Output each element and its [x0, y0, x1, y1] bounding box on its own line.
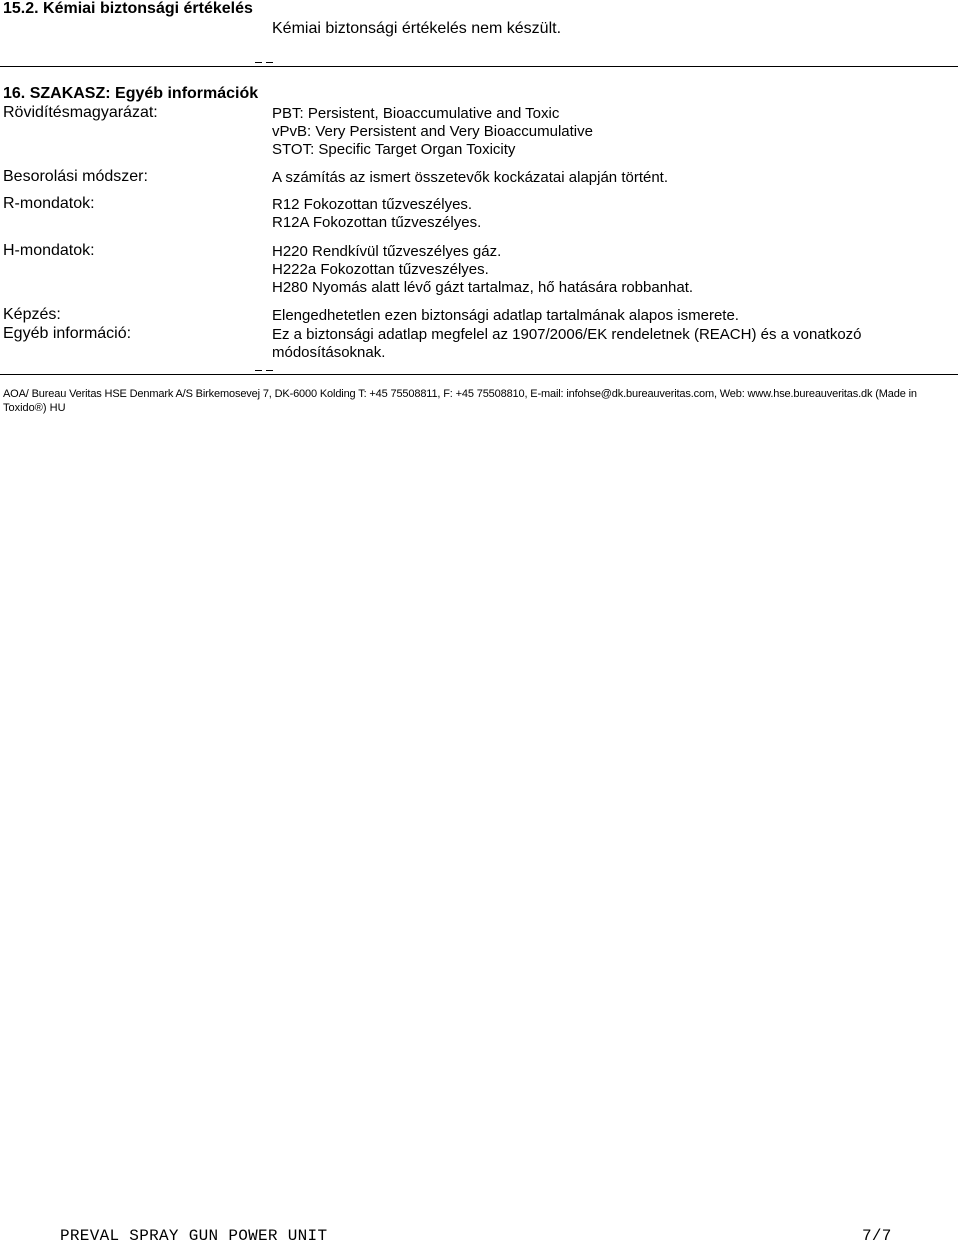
abbreviation-line: STOT: Specific Target Organ Toxicity	[272, 141, 516, 158]
section-15-2-heading: 15.2. Kémiai biztonsági értékelés	[3, 0, 253, 17]
section-separator	[0, 374, 958, 375]
other-info-label: Egyéb információ:	[3, 325, 132, 342]
separator-tick	[255, 370, 262, 371]
abbreviation-line: PBT: Persistent, Bioaccumulative and Toxic	[272, 105, 560, 122]
h-phrase-line: H222a Fokozottan tűzveszélyes.	[272, 261, 489, 278]
separator-tick	[266, 62, 273, 63]
footer-product-name: PREVAL SPRAY GUN POWER UNIT	[60, 1227, 328, 1245]
r-phrase-line: R12 Fokozottan tűzveszélyes.	[272, 196, 473, 213]
r-phrase-line: R12A Fokozottan tűzveszélyes.	[272, 214, 482, 231]
abbreviation-line: vPvB: Very Persistent and Very Bioaccumulative	[272, 123, 593, 140]
r-phrases-label: R-mondatok:	[3, 195, 95, 212]
author-info-line: Toxido®) HU	[3, 402, 66, 414]
section-16-heading: 16. SZAKASZ: Egyéb információk	[3, 85, 259, 102]
abbreviations-label: Rövidítésmagyarázat:	[3, 104, 158, 121]
h-phrase-line: H220 Rendkívül tűzveszélyes gáz.	[272, 243, 502, 260]
training-label: Képzés:	[3, 306, 61, 323]
author-info-line: AOA/ Bureau Veritas HSE Denmark A/S Birkemosevej 7, DK-6000 Kolding T: +45 75508811, F: +45 75508810, E-mail: infohse@dk.bureauveritas.com, Web: www.hse.bureauveritas.dk (Made in	[3, 388, 917, 400]
footer-page-number: 7/7	[862, 1227, 892, 1245]
separator-tick	[255, 62, 262, 63]
training-text: Elengedhetetlen ezen biztonsági adatlap tartalmának alapos ismerete.	[272, 307, 739, 324]
classification-method-label: Besorolási módszer:	[3, 168, 148, 185]
h-phrase-line: H280 Nyomás alatt lévő gázt tartalmaz, hő hatására robbanhat.	[272, 279, 694, 296]
h-phrases-label: H-mondatok:	[3, 242, 95, 259]
chemical-safety-assessment-text: Kémiai biztonsági értékelés nem készült.	[272, 20, 562, 37]
section-separator	[0, 66, 958, 67]
other-info-line: módosításoknak.	[272, 344, 386, 361]
other-info-line: Ez a biztonsági adatlap megfelel az 1907/2006/EK rendeletnek (REACH) és a vonatkozó	[272, 326, 862, 343]
separator-tick	[266, 370, 273, 371]
classification-method-text: A számítás az ismert összetevők kockázatai alapján történt.	[272, 169, 669, 186]
